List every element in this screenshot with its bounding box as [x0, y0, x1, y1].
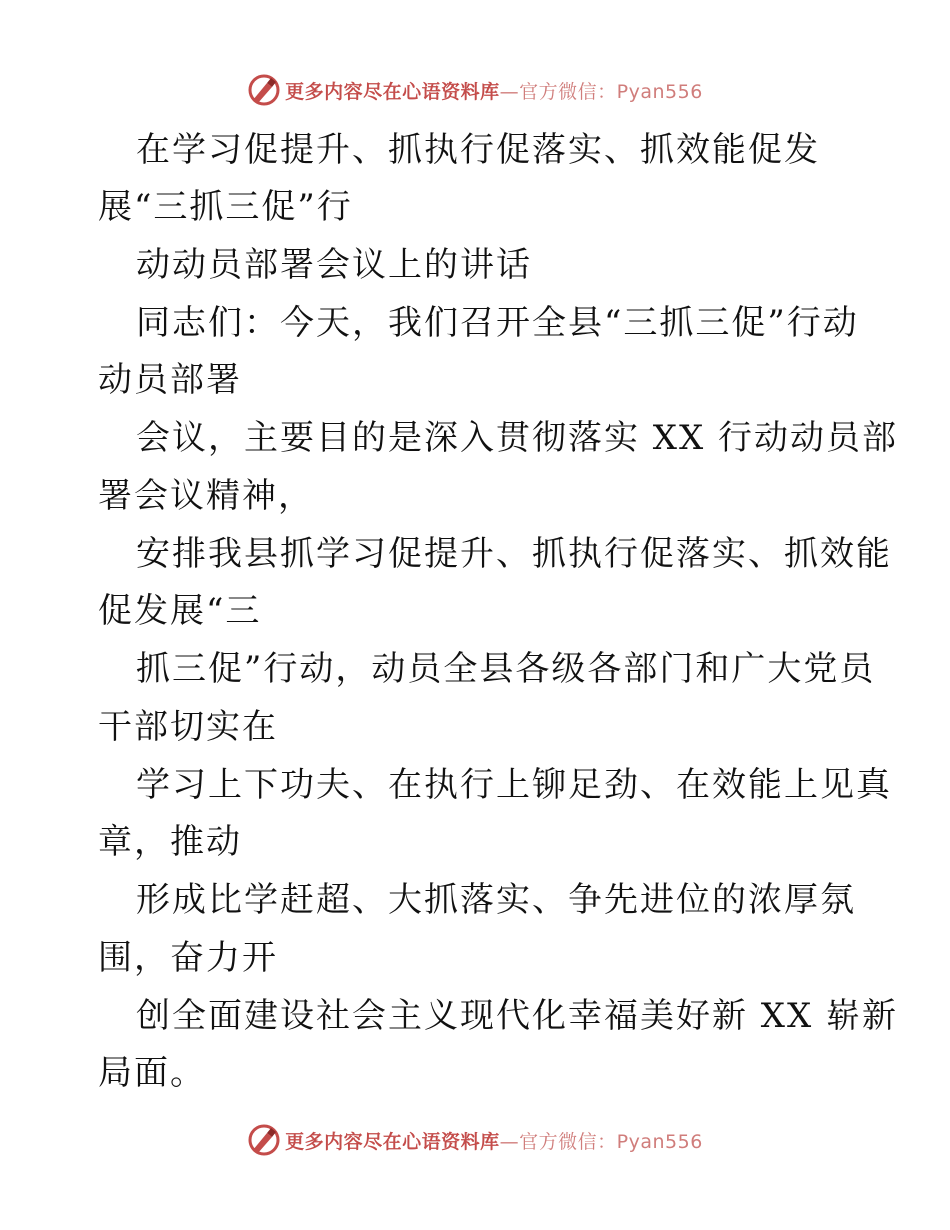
text-line: 促发展“三 [98, 591, 262, 631]
red-pen-logo-icon [247, 73, 281, 107]
footer-watermark [0, 1120, 950, 1160]
text-line: 在学习促提升、抓执行促落实、抓效能促发 [136, 130, 820, 170]
text-line: 形成比学赶超、大抓落实、争先进位的浓厚氛 [136, 880, 856, 920]
text-line: 动动员部署会议上的讲话 [136, 245, 532, 285]
text-line: 章，推动 [98, 822, 242, 862]
watermark-sub: —官方微信：Pyan556 [499, 80, 703, 103]
text-line: 学习上下功夫、在执行上铆足劲、在效能上见真 [136, 765, 892, 805]
watermark-text [285, 77, 703, 104]
watermark-text [285, 1127, 703, 1154]
red-pen-logo-icon [247, 1123, 281, 1157]
text-line: 干部切实在 [98, 707, 278, 747]
watermark-sub: —官方微信：Pyan556 [499, 1130, 703, 1153]
watermark-main: 更多内容尽在心语资料库 [285, 1130, 500, 1153]
text-line: 会议，主要目的是深入贯彻落实 XX 行动动员部 [136, 418, 899, 458]
text-line: 同志们：今天，我们召开全县“三抓三促”行动 [136, 303, 859, 343]
text-line: 动员部署 [98, 360, 242, 400]
text-line: 创全面建设社会主义现代化幸福美好新 XX 崭新 [136, 996, 899, 1036]
text-line: 局面。 [98, 1053, 206, 1093]
text-line: 安排我县抓学习促提升、抓执行促落实、抓效能 [136, 534, 892, 574]
watermark-main: 更多内容尽在心语资料库 [285, 80, 500, 103]
text-line: 署会议精神， [98, 476, 314, 516]
text-line: 展“三抓三促”行 [98, 187, 353, 227]
header-watermark [0, 70, 950, 110]
text-line: 抓三促”行动，动员全县各级各部门和广大党员 [136, 649, 876, 689]
text-line: 围，奋力开 [98, 938, 278, 978]
